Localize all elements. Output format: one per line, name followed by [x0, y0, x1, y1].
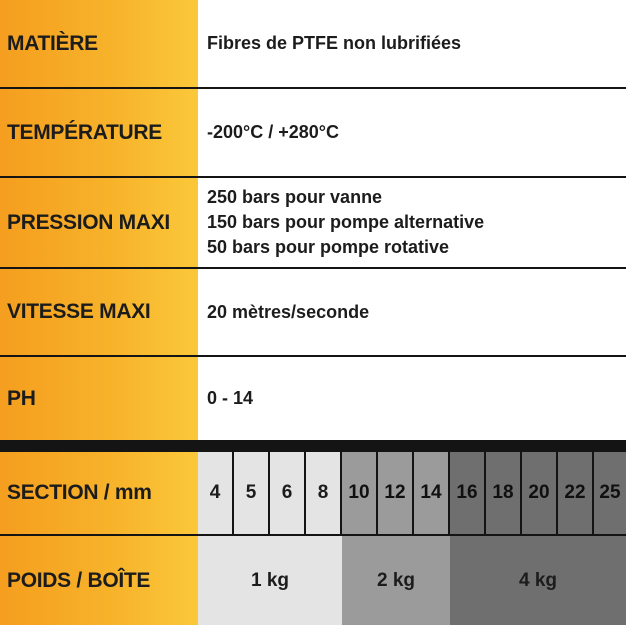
spec-value-line: Fibres de PTFE non lubrifiées — [207, 33, 462, 53]
spec-row-material — [0, 0, 626, 87]
spec-value-line: 50 bars pour pompe rotative — [207, 237, 450, 257]
section-size-cell: 4 — [198, 452, 234, 534]
section-size-cell: 14 — [414, 452, 450, 534]
spec-row-speed — [0, 269, 626, 355]
section-size-cell: 18 — [486, 452, 522, 534]
section-sizes — [198, 452, 626, 534]
weight-group-dark: 4 kg — [450, 536, 626, 625]
section-size-cell: 10 — [342, 452, 378, 534]
spec-label-pressure: PRESSION MAXI — [0, 178, 198, 267]
section-size-cell: 25 — [594, 452, 626, 534]
weight-group-mid: 2 kg — [342, 536, 450, 625]
section-size-cell: 12 — [378, 452, 414, 534]
section-label: SECTION / mm — [0, 452, 198, 534]
spec-row-ph — [0, 357, 626, 440]
spec-label-speed: VITESSE MAXI — [0, 269, 198, 355]
section-size-cell: 20 — [522, 452, 558, 534]
spec-label-material: MATIÈRE — [0, 0, 198, 87]
spec-label-temperature: TEMPÉRATURE — [0, 89, 198, 176]
spec-value-line: 150 bars pour pompe alternative — [207, 212, 485, 232]
weight-groups — [198, 536, 626, 625]
spec-value-speed — [198, 269, 626, 355]
section-size-cell: 22 — [558, 452, 594, 534]
spec-value-line: 250 bars pour vanne — [207, 187, 383, 207]
spec-value-ph — [198, 357, 626, 440]
spec-label-ph: PH — [0, 357, 198, 440]
spec-value-material — [198, 0, 626, 87]
spec-row-pressure — [0, 178, 626, 267]
section-size-cell: 5 — [234, 452, 270, 534]
weight-label: POIDS / BOÎTE — [0, 536, 198, 625]
section-size-cell: 8 — [306, 452, 342, 534]
spec-value-pressure — [198, 178, 626, 267]
spec-value-temperature — [198, 89, 626, 176]
spec-value-line: 20 mètres/seconde — [207, 301, 370, 322]
spec-row-temperature — [0, 89, 626, 176]
section-separator — [0, 440, 626, 452]
section-size-cell: 6 — [270, 452, 306, 534]
spec-value-line: 0 - 14 — [207, 388, 254, 408]
section-size-cell: 16 — [450, 452, 486, 534]
spec-value-line: -200°C / +280°C — [207, 122, 339, 142]
weight-group-light: 1 kg — [198, 536, 342, 625]
